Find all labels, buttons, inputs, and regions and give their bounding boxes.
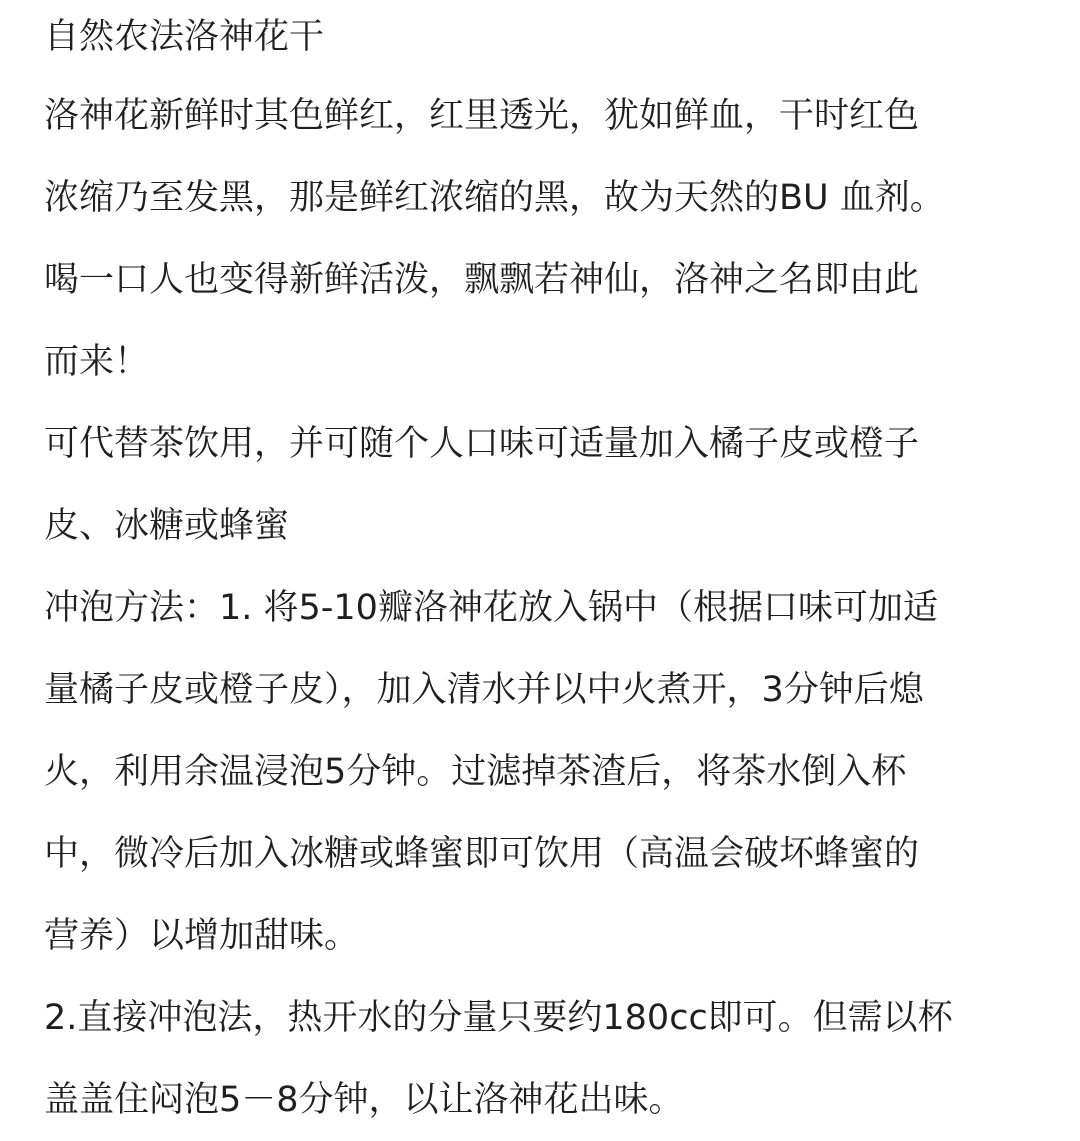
text-line: 皮、冰糖或蜂蜜	[44, 506, 290, 546]
text-line: 火，利用余温浸泡5分钟。过滤掉茶渣后，将茶水倒入杯	[44, 752, 907, 792]
text-line: 洛神花新鲜时其色鲜红，红里透光，犹如鲜血，干时红色	[44, 96, 920, 136]
text-line: 喝一口人也变得新鲜活泼，飘飘若神仙，洛神之名即由此	[44, 260, 920, 300]
paragraph-description	[44, 75, 1054, 403]
text-line: 冲泡方法：1. 将5-10瓣洛神花放入锅中（根据口味可加适	[44, 588, 938, 628]
text-line: 浓缩乃至发黑，那是鲜红浓缩的黑，故为天然的BU 血剂。	[44, 178, 945, 218]
text-line: 而来！	[44, 342, 150, 382]
text-line: 盖盖住闷泡5－8分钟，以让洛神花出味。	[44, 1080, 684, 1120]
paragraph-brewing-method-1	[44, 567, 1054, 977]
article-body	[44, 0, 1054, 1141]
paragraph-brewing-method-2	[44, 977, 1054, 1141]
text-line: 可代替茶饮用，并可随个人口味可适量加入橘子皮或橙子	[44, 424, 920, 464]
text-line: 中，微冷后加入冰糖或蜂蜜即可饮用（高温会破坏蜂蜜的	[44, 834, 920, 874]
text-line: 营养）以增加甜味。	[44, 916, 360, 956]
text-line: 量橘子皮或橙子皮），加入清水并以中火煮开，3分钟后熄	[44, 670, 924, 710]
text-line: 2.直接冲泡法，热开水的分量只要约180cc即可。但需以杯	[44, 998, 953, 1038]
paragraph-usage	[44, 403, 1054, 567]
article-title: 自然农法洛神花干	[44, 17, 325, 57]
